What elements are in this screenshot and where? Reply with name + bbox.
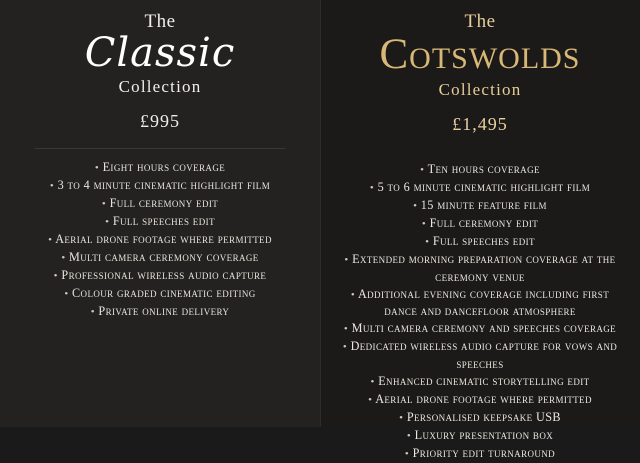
- feature-label: Additional evening coverage including first dance and dancefloor atmosphere: [357, 286, 610, 318]
- feature-label: 3 to 4 minute cinematic highlight film: [57, 178, 271, 192]
- bullet-icon: •: [370, 375, 375, 388]
- list-item: [14, 267, 306, 285]
- feature-label: Full ceremony edit: [109, 196, 219, 210]
- list-item: [14, 285, 306, 303]
- bullet-icon: •: [61, 252, 66, 264]
- feature-label: Full ceremony edit: [429, 216, 539, 230]
- list-item: [334, 215, 626, 233]
- bullet-icon: •: [342, 341, 348, 353]
- package-card-classic: [0, 0, 320, 427]
- feature-label: Aerial drone footage where permitted: [375, 391, 592, 406]
- package-title-cotswolds: Cotswolds: [379, 31, 581, 78]
- list-item: [334, 161, 626, 179]
- bullet-icon: •: [350, 288, 356, 301]
- list-item: [334, 197, 626, 215]
- list-item: [334, 338, 626, 372]
- list-item: [14, 249, 306, 267]
- package-subtitle-cotswolds: Collection: [438, 80, 522, 99]
- bullet-icon: •: [368, 393, 373, 406]
- feature-label: Ten hours coverage: [427, 162, 540, 176]
- feature-list-cotswolds: [320, 161, 640, 463]
- feature-label: Multi camera ceremony coverage: [69, 250, 259, 264]
- bullet-icon: •: [420, 164, 425, 176]
- feature-label: Professional wireless audio capture: [61, 268, 267, 282]
- feature-label: Aerial drone footage where permitted: [55, 232, 272, 246]
- feature-label: 15 minute feature film: [420, 198, 547, 212]
- package-eyebrow-classic: The: [144, 11, 176, 32]
- feature-label: 5 to 6 minute cinematic highlight film: [377, 180, 591, 194]
- feature-label: Dedicated wireless audio capture for vows and speeches: [350, 339, 618, 371]
- feature-label: Luxury presentation box: [414, 427, 554, 442]
- list-item: [334, 251, 626, 285]
- list-item: [334, 320, 626, 338]
- bullet-icon: •: [53, 270, 58, 282]
- package-price-cotswolds: £1,495: [452, 114, 508, 134]
- list-item: [334, 445, 626, 463]
- list-item: [334, 179, 626, 197]
- feature-label: Priority edit turnaround: [412, 445, 556, 460]
- feature-label: Enhanced cinematic storytelling edit: [378, 373, 590, 388]
- bullet-icon: •: [344, 254, 349, 266]
- panel-divider: [320, 0, 321, 427]
- list-item: [14, 231, 306, 249]
- bullet-icon: •: [399, 411, 404, 424]
- bullet-icon: •: [413, 200, 418, 212]
- list-item: [334, 427, 626, 445]
- package-eyebrow-cotswolds: The: [464, 11, 496, 32]
- bullet-icon: •: [343, 323, 349, 335]
- bullet-icon: •: [404, 447, 410, 460]
- bullet-icon: •: [425, 236, 430, 248]
- list-item: [14, 303, 306, 321]
- package-card-cotswolds: [320, 0, 640, 460]
- feature-label: Full speeches edit: [112, 214, 215, 228]
- feature-label: Private online delivery: [98, 304, 230, 318]
- list-item: [14, 213, 306, 231]
- bullet-icon: •: [369, 182, 375, 194]
- package-title-classic: Classic: [84, 30, 236, 76]
- feature-label: Full speeches edit: [432, 234, 535, 248]
- bullet-icon: •: [64, 288, 69, 300]
- feature-label: Eight hours coverage: [102, 160, 226, 174]
- bullet-icon: •: [94, 162, 100, 174]
- package-subtitle-classic: Collection: [118, 77, 202, 96]
- feature-label: Multi camera ceremony and speeches coverage: [351, 321, 617, 335]
- feature-label: Colour graded cinematic editing: [72, 286, 256, 300]
- feature-label: Personalised keepsake USB: [406, 409, 561, 424]
- list-item: [334, 373, 626, 391]
- list-item: [334, 391, 626, 409]
- bullet-icon: •: [49, 180, 55, 192]
- bullet-icon: •: [48, 234, 53, 246]
- bullet-icon: •: [105, 216, 110, 228]
- list-item: [334, 233, 626, 251]
- feature-label: Extended morning preparation coverage at the ceremony venue: [352, 252, 616, 284]
- bullet-icon: •: [90, 306, 95, 318]
- list-item: [14, 177, 306, 195]
- bullet-icon: •: [101, 198, 107, 210]
- package-price-classic: £995: [140, 111, 180, 131]
- feature-list-classic: [0, 159, 320, 321]
- list-item: [14, 195, 306, 213]
- list-item: [334, 286, 626, 320]
- divider-rule-classic: [35, 148, 285, 149]
- list-item: [334, 409, 626, 427]
- bullet-icon: •: [421, 218, 427, 230]
- list-item: [14, 159, 306, 177]
- bullet-icon: •: [406, 429, 412, 442]
